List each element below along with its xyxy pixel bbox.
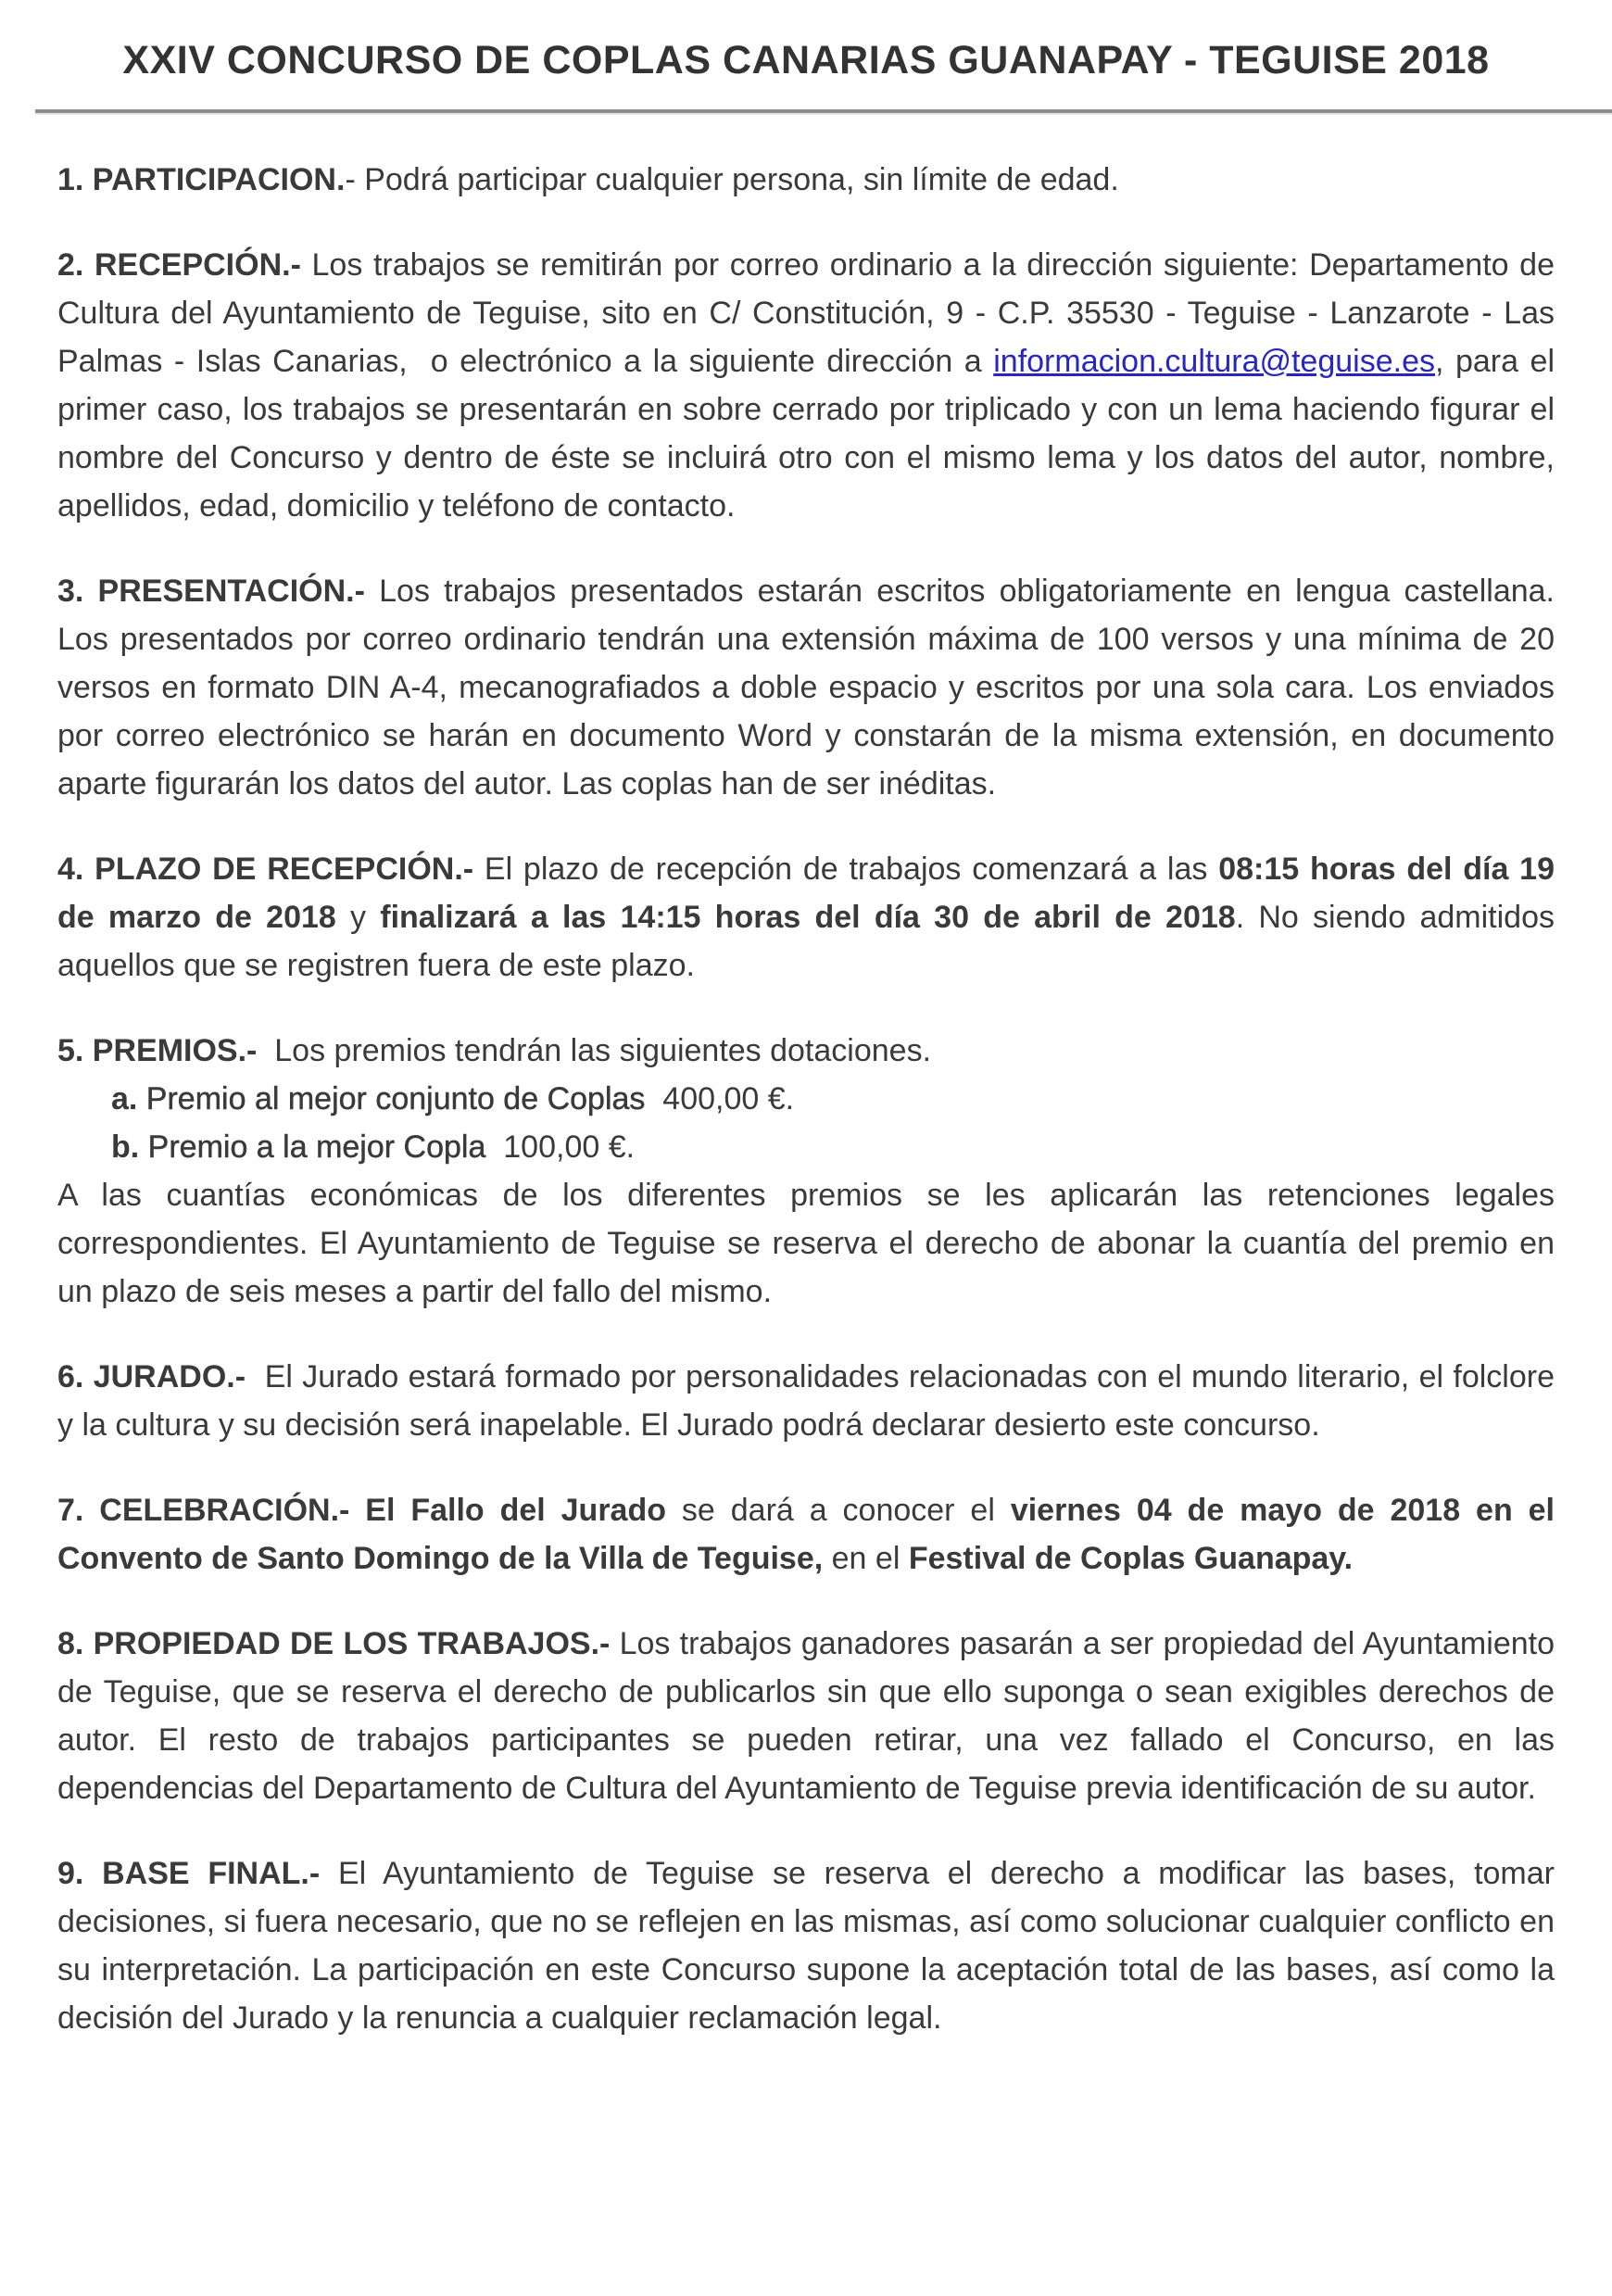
document-title: XXIV CONCURSO DE COPLAS CANARIAS GUANAPAY - TEGUISE 2018 (122, 38, 1490, 82)
premios-intro (57, 1027, 1555, 1075)
prize-item-b (57, 1123, 1555, 1171)
bold-run-event-date: viernes 04 de mayo de 2018 en el Convento de Santo Domingo de la Villa de Teguise, (57, 1493, 1555, 1576)
text-run: Los trabajos se remitirán por correo ordinario a la dirección siguiente: Departamento de Cultura del Ayuntamiento de Teguise, sito en C/ Constitución, 9 - C.P. 35530 - Teguise - Lanzarote - Las Palmas - Islas Canarias, o electrónico a la siguiente dirección a (57, 247, 1555, 379)
section-presentacion (57, 567, 1555, 808)
text-run: El Jurado estará formado por personalidades relacionadas con el mundo literario, el folclore y la cultura y su decisión será inapelable. El Jurado podrá declarar desierto este concurso. (57, 1359, 1555, 1443)
prize-name: Premio al mejor conjunto de Coplas (137, 1081, 654, 1116)
bold-run-start-date: 08:15 horas del día 19 de marzo de 2018 (57, 852, 1555, 935)
text-run: en el (831, 1541, 909, 1576)
text-run: Los trabajos ganadores pasarán a ser propiedad del Ayuntamiento de Teguise, que se reserva el derecho de publicarlos sin que ello suponga o sean exigibles derechos de autor. El resto de trabajos participantes se pueden retirar, una vez fallado el Concurso, en las dependencias del Departamento de Cultura del Ayuntamiento de Teguise previa identificación de su autor. (57, 1626, 1555, 1806)
text-run: . No siendo admitidos aquellos que se registren fuera de este plazo. (57, 900, 1555, 983)
text-run: Los premios tendrán las siguientes dotaciones. (274, 1033, 932, 1068)
section-7-heading: 7. CELEBRACIÓN.- El Fallo del Jurado (57, 1493, 682, 1528)
section-6-heading: 6. JURADO.- (57, 1359, 265, 1394)
prize-list (57, 1075, 1555, 1171)
section-base-final (57, 1849, 1555, 2042)
bold-run-end-date: finalizará a las 14:15 horas del día 30 de abril de 2018 (380, 900, 1236, 935)
section-2-heading: 2. RECEPCIÓN.- (57, 247, 312, 283)
text-run: A las cuantías económicas de los diferentes premios se les aplicarán las retenciones legales correspondientes. El Ayuntamiento de Teguise se reserva el derecho de abonar la cuantía del premio en un plazo de seis meses a partir del fallo del mismo. (57, 1178, 1555, 1309)
text-run: Los trabajos presentados estarán escritos obligatoriamente en lengua castellana. Los presentados por correo ordinario tendrán una extensión máxima de 100 versos y una mínima de 20 versos en formato DIN A-4, mecanografiados a doble espacio y escritos por una sola cara. Los enviados por correo electrónico se harán en documento Word y constarán de la misma extensión, en documento aparte figurarán los datos del autor. Las coplas han de ser inéditas. (57, 574, 1555, 801)
section-1-heading: 1. PARTICIPACION. (57, 162, 346, 197)
text-run: El plazo de recepción de trabajos comenzará a las (484, 852, 1219, 887)
bold-run-festival: Festival de Coplas Guanapay. (908, 1541, 1354, 1576)
premios-note (57, 1171, 1555, 1316)
section-participacion (57, 156, 1555, 204)
section-celebracion (57, 1486, 1555, 1583)
section-3-heading: 3. PRESENTACIÓN.- (57, 574, 380, 609)
prize-amount: 100,00 €. (494, 1129, 636, 1165)
section-4-heading: 4. PLAZO DE RECEPCIÓN.- (57, 852, 485, 887)
text-run: , para el primer caso, los trabajos se presentarán en sobre cerrado por triplicado y con un lema haciendo figurar el nombre del Concurso y dentro de éste se incluirá otro con el mismo lema y los datos del autor, nombre, apellidos, edad, domicilio y teléfono de contacto. (57, 344, 1555, 524)
text-run: - Podrá participar cualquier persona, sin límite de edad. (345, 162, 1119, 197)
prize-label: b. (111, 1129, 140, 1165)
section-premios (57, 1027, 1555, 1316)
prize-label: a. (111, 1081, 138, 1116)
section-propiedad (57, 1620, 1555, 1812)
title-divider (35, 109, 1612, 113)
section-8-heading: 8. PROPIEDAD DE LOS TRABAJOS.- (57, 1626, 620, 1661)
text-run: El Ayuntamiento de Teguise se reserva el derecho a modificar las bases, tomar decisiones, si fuera necesario, que no se reflejen en las mismas, así como solucionar cualquier conflicto en su interpretación. La participación en este Concurso supone la aceptación total de las bases, así como la decisión del Jurado y la renuncia a cualquier reclamación legal. (57, 1856, 1555, 2036)
document-body (57, 156, 1555, 2042)
section-plazo-recepcion (57, 845, 1555, 990)
section-jurado (57, 1353, 1555, 1449)
section-recepcion (57, 241, 1555, 530)
text-run: y (335, 900, 381, 935)
text-run: se dará a conocer el (681, 1493, 1011, 1528)
prize-name: Premio a la mejor Copla (139, 1129, 495, 1165)
section-5-heading: 5. PREMIOS.- (57, 1033, 275, 1068)
prize-amount: 400,00 €. (653, 1081, 795, 1116)
section-9-heading: 9. BASE FINAL.- (57, 1856, 338, 1891)
email-link[interactable]: informacion.cultura@teguise.es (993, 344, 1435, 379)
prize-item-a (57, 1075, 1555, 1123)
